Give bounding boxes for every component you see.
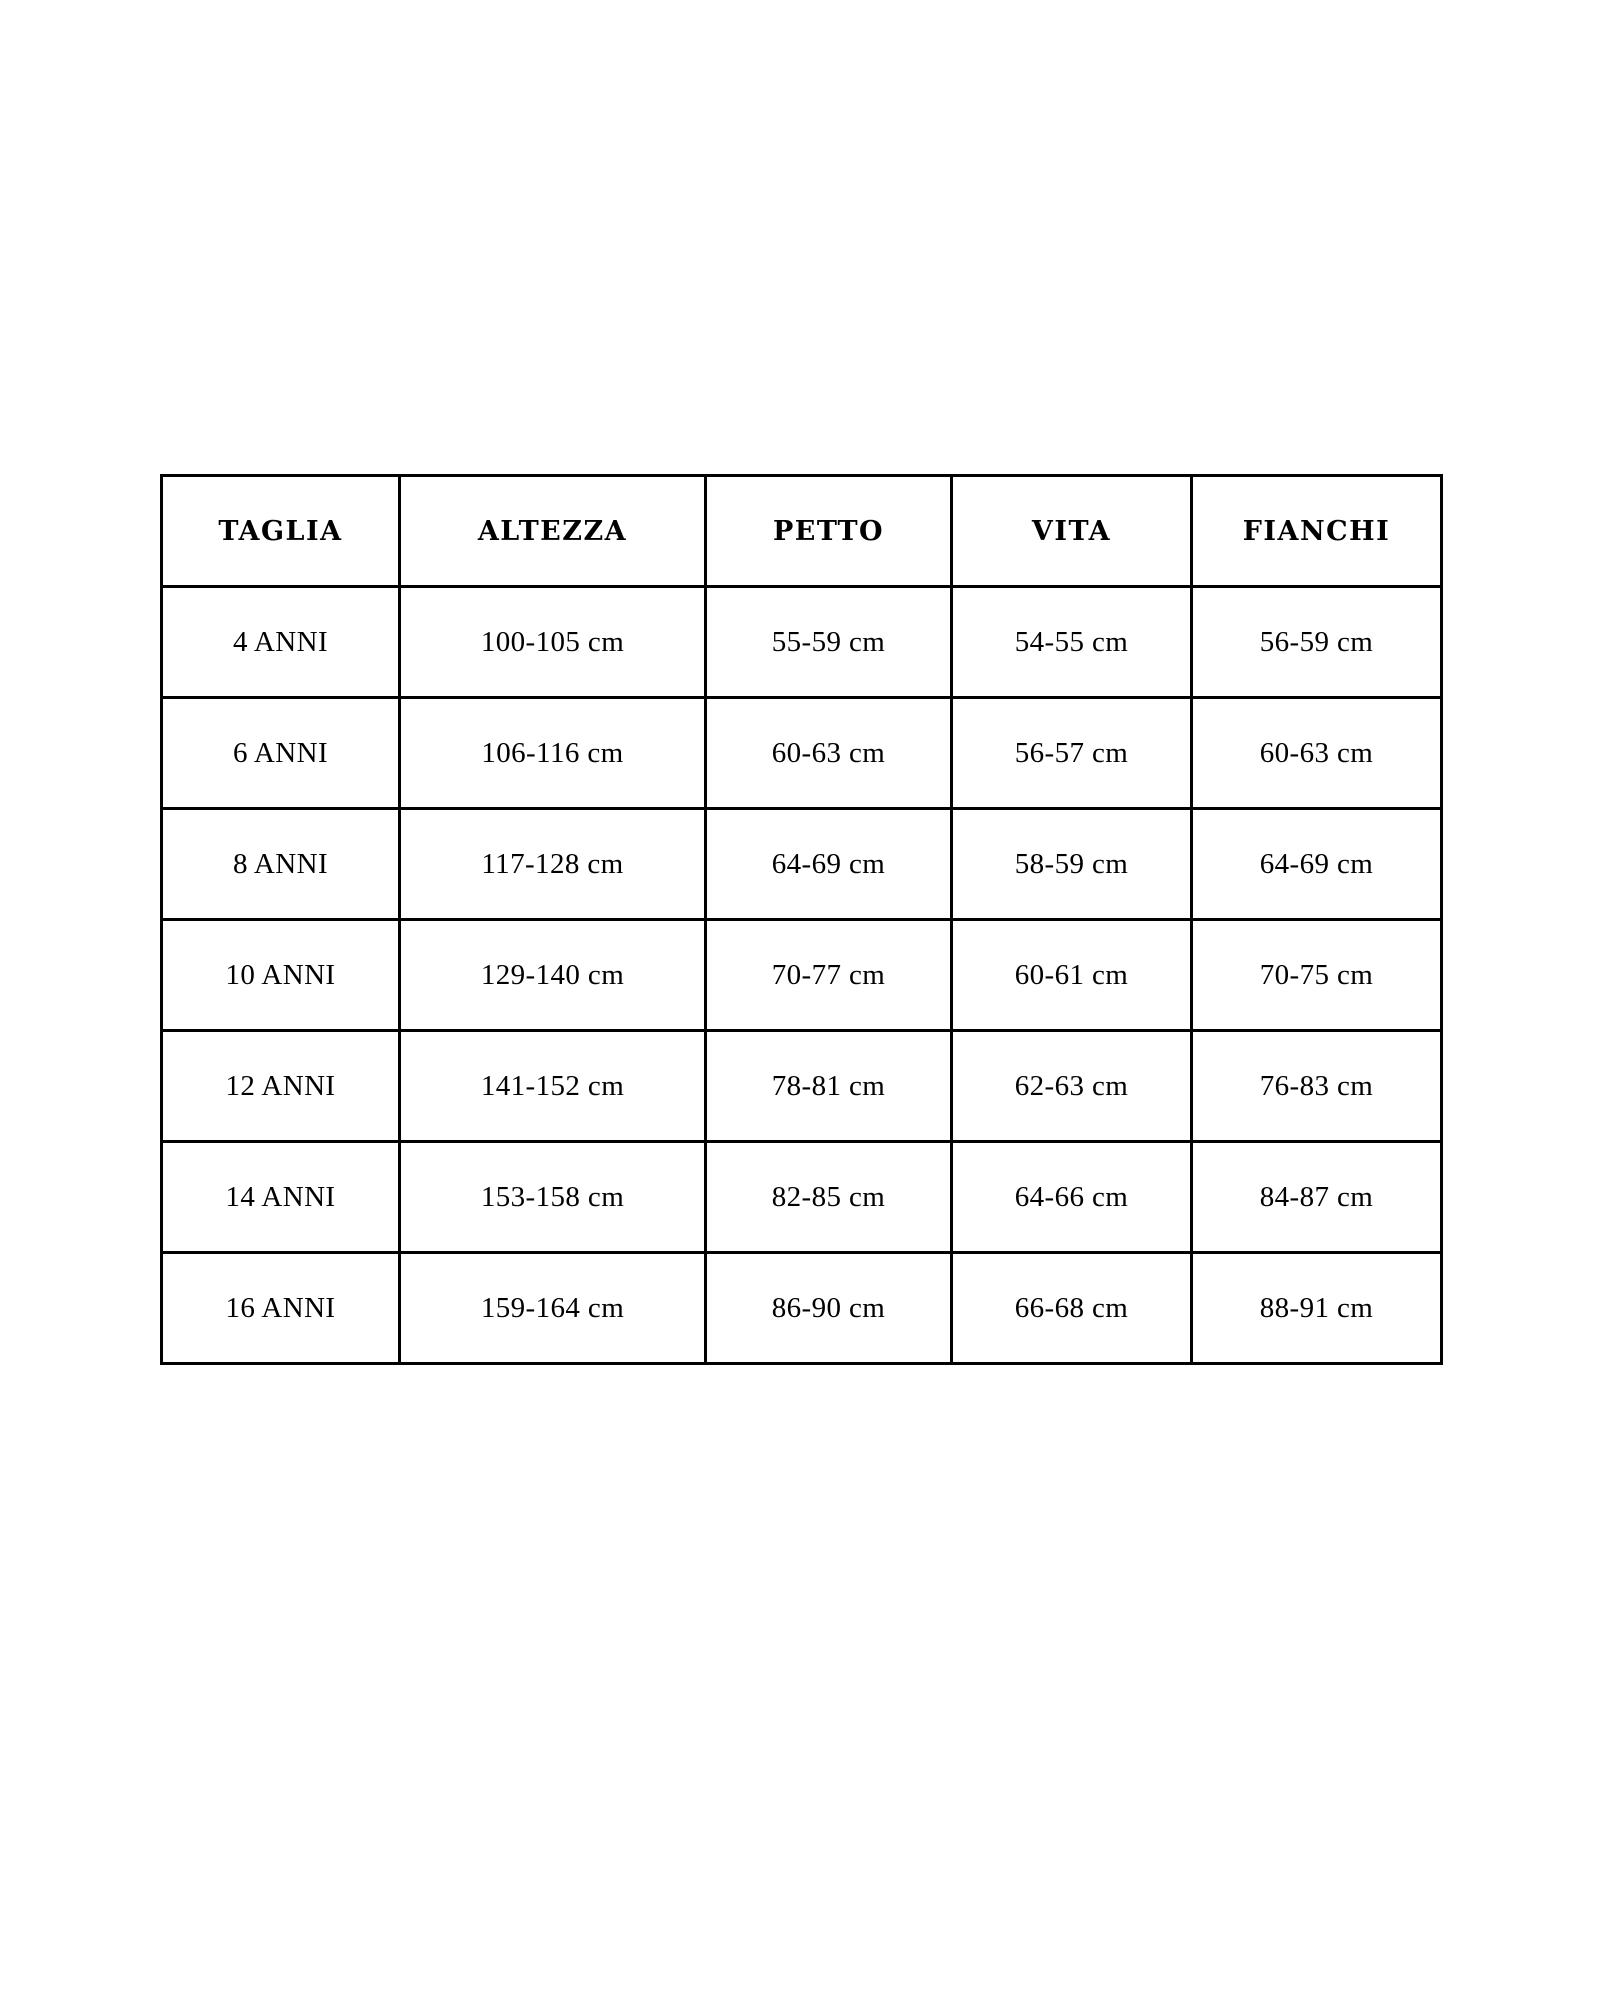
cell-altezza: 129-140 cm [400,920,706,1031]
table-row [162,920,1442,1031]
cell-vita: 60-61 cm [952,920,1192,1031]
cell-vita: 58-59 cm [952,809,1192,920]
column-header-petto: PETTO [706,476,952,587]
cell-vita: 56-57 cm [952,698,1192,809]
cell-fianchi: 70-75 cm [1192,920,1442,1031]
table-row [162,698,1442,809]
table-row [162,1031,1442,1142]
size-chart-container [160,474,1440,1365]
cell-altezza: 100-105 cm [400,587,706,698]
cell-vita: 66-68 cm [952,1253,1192,1364]
cell-petto: 78-81 cm [706,1031,952,1142]
cell-taglia: 8 ANNI [162,809,400,920]
cell-taglia: 6 ANNI [162,698,400,809]
cell-fianchi: 84-87 cm [1192,1142,1442,1253]
column-header-taglia: TAGLIA [162,476,400,587]
cell-fianchi: 56-59 cm [1192,587,1442,698]
table-row [162,809,1442,920]
cell-taglia: 16 ANNI [162,1253,400,1364]
cell-altezza: 117-128 cm [400,809,706,920]
cell-petto: 55-59 cm [706,587,952,698]
cell-fianchi: 60-63 cm [1192,698,1442,809]
size-chart-table [160,474,1443,1365]
cell-vita: 54-55 cm [952,587,1192,698]
cell-altezza: 141-152 cm [400,1031,706,1142]
cell-taglia: 12 ANNI [162,1031,400,1142]
column-header-vita: VITA [952,476,1192,587]
cell-petto: 86-90 cm [706,1253,952,1364]
table-row [162,1253,1442,1364]
cell-taglia: 14 ANNI [162,1142,400,1253]
cell-petto: 70-77 cm [706,920,952,1031]
column-header-altezza: ALTEZZA [400,476,706,587]
column-header-fianchi: FIANCHI [1192,476,1442,587]
cell-petto: 60-63 cm [706,698,952,809]
table-header-row [162,476,1442,587]
cell-altezza: 106-116 cm [400,698,706,809]
cell-petto: 64-69 cm [706,809,952,920]
table-row [162,587,1442,698]
cell-petto: 82-85 cm [706,1142,952,1253]
cell-fianchi: 76-83 cm [1192,1031,1442,1142]
table-row [162,1142,1442,1253]
cell-altezza: 153-158 cm [400,1142,706,1253]
cell-taglia: 10 ANNI [162,920,400,1031]
cell-taglia: 4 ANNI [162,587,400,698]
cell-fianchi: 64-69 cm [1192,809,1442,920]
cell-fianchi: 88-91 cm [1192,1253,1442,1364]
cell-altezza: 159-164 cm [400,1253,706,1364]
cell-vita: 64-66 cm [952,1142,1192,1253]
cell-vita: 62-63 cm [952,1031,1192,1142]
